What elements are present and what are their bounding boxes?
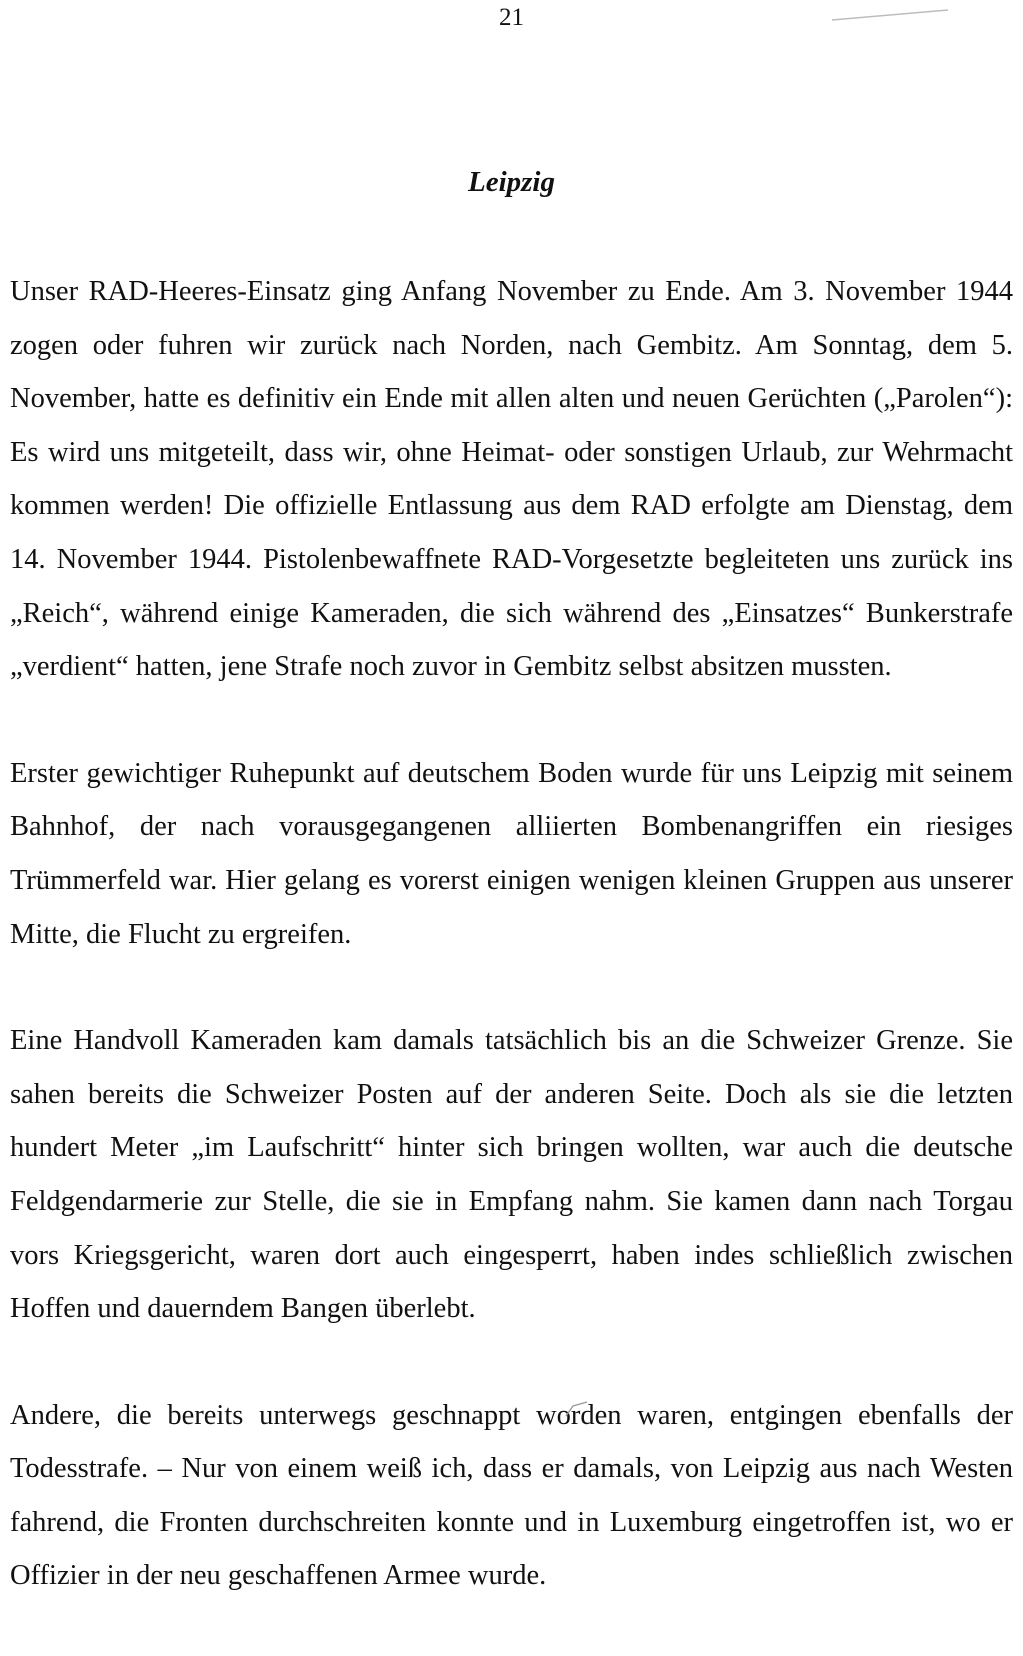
body-text bbox=[10, 265, 1013, 1656]
paragraph-4: Andere, die bereits unterwegs geschnappt worden waren, entgingen ebenfalls der Todesstrafe. – Nur von einem weiß ich, dass er damals, von Leipzig aus nach Westen fahrend, die Fronten durchschreiten konnte und in Luxemburg eingetroffen ist, wo er Offizier in der neu geschaffenen Armee wurde. bbox=[10, 1399, 1013, 1592]
paragraph-1: Unser RAD-Heeres-Einsatz ging Anfang November zu Ende. Am 3. November 1944 zogen oder fuhren wir zurück nach Norden, nach Gembitz. Am Sonntag, dem 5. November, hatte es definitiv ein Ende mit allen alten und neuen Gerüchten („Parolen“): Es wird uns mitgeteilt, dass wir, ohne Heimat- oder sonstigen Urlaub, zur Wehrmacht kommen werden! Die offizielle Entlassung aus dem RAD erfolgte am Dienstag, dem 14. November 1944. Pistolenbewaffnete RAD-Vorgesetzte begleiteten uns zurück ins „Reich“, während einige Kameraden, die sich während des „Einsatzes“ Bunkerstrafe „verdient“ hatten, jene Strafe noch zuvor in Gembitz selbst absitzen mussten. bbox=[10, 276, 1013, 683]
page-number: 21 bbox=[499, 4, 524, 31]
scan-artifact-mark bbox=[830, 8, 950, 22]
ink-smudge bbox=[563, 1398, 593, 1418]
paragraph-3: Eine Handvoll Kameraden kam damals tatsächlich bis an die Schweizer Grenze. Sie sahen bereits die Schweizer Posten auf der anderen Seite. Doch als sie die letzten hundert Meter „im Laufschritt“ hinter sich bringen wollten, war auch die deutsche Feldgendarmerie zur Stelle, die sie in Empfang nahm. Sie kamen dann nach Torgau vors Kriegsgericht, waren dort auch eingesperrt, haben indes schließlich zwischen Hoffen und dauerndem Bangen überlebt. bbox=[10, 1025, 1013, 1325]
paragraph-2: Erster gewichtiger Ruhepunkt auf deutschem Boden wurde für uns Leipzig mit seinem Bahnhof, der nach vorausgegangenen alliierten Bombenangriffen ein riesiges Trümmerfeld war. Hier gelang es vorerst einigen wenigen kleinen Gruppen aus unserer Mitte, die Flucht zu ergreifen. bbox=[10, 757, 1013, 950]
chapter-title: Leipzig bbox=[468, 166, 555, 198]
